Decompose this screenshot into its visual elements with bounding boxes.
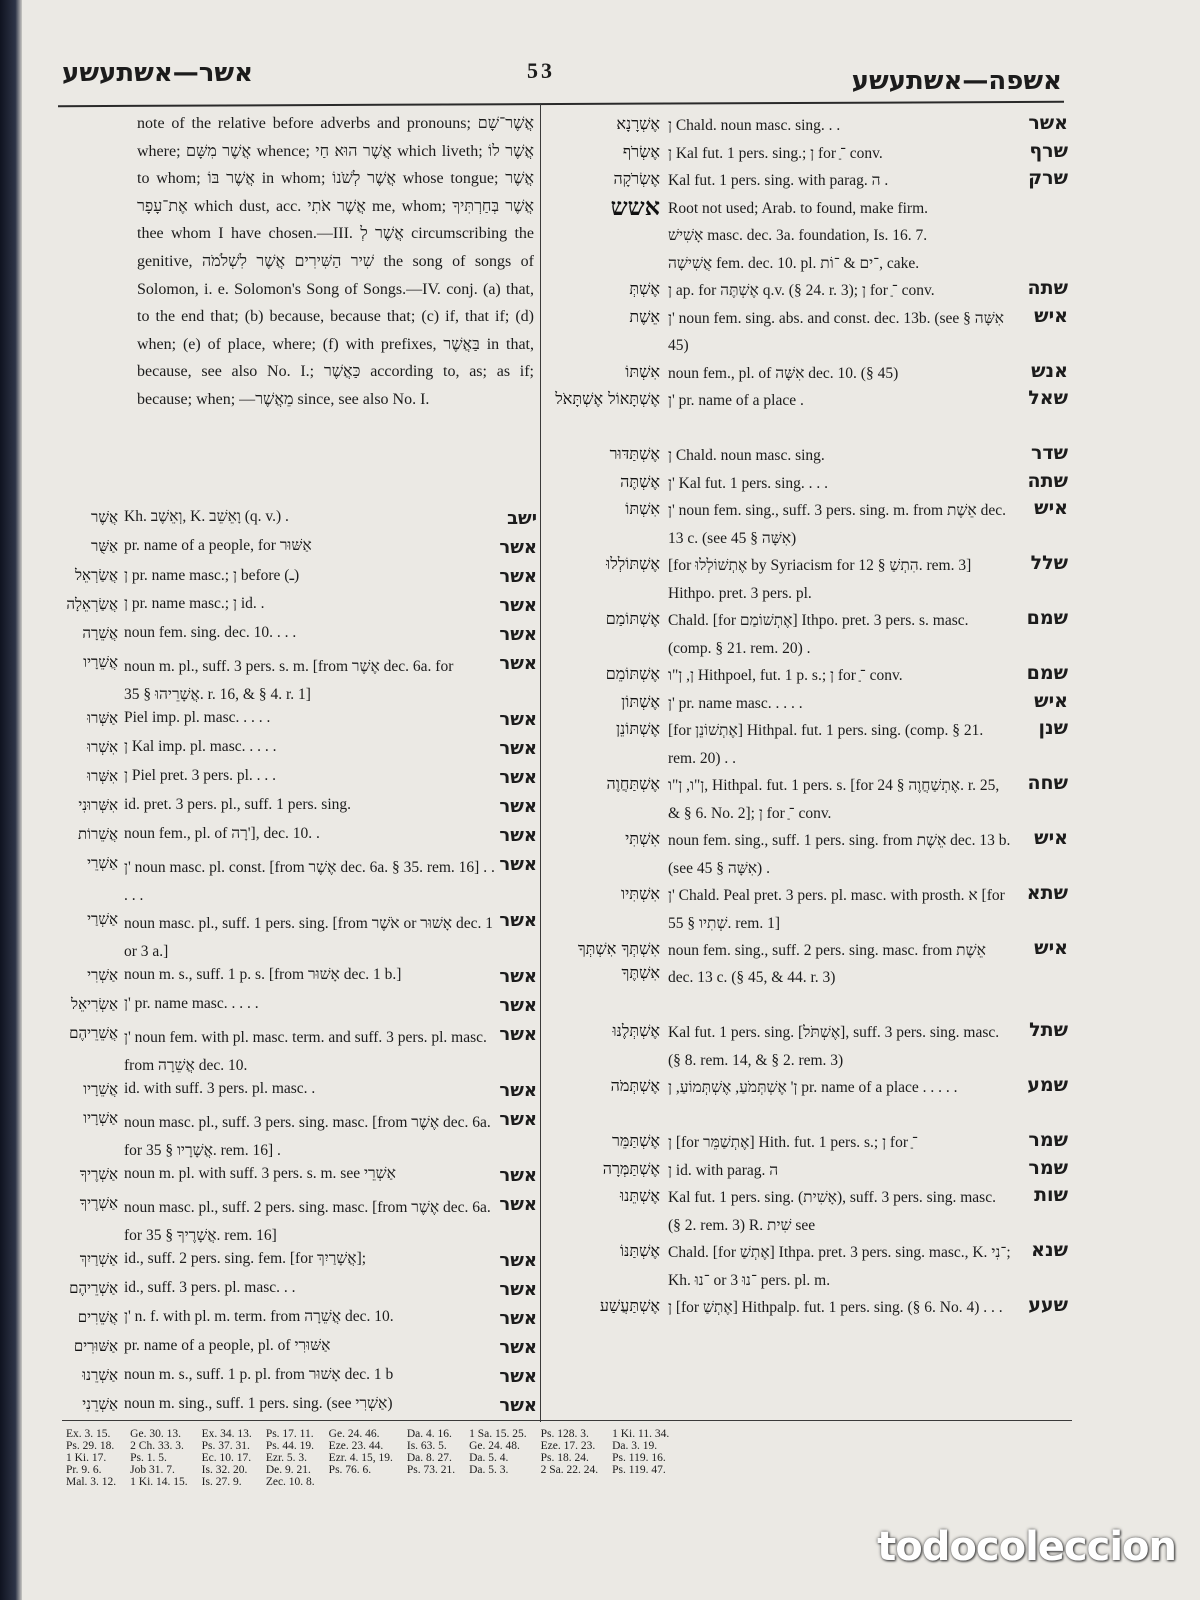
entry-headword: אֲשֵׁרֵיהֶם: [69, 1024, 118, 1042]
page-number: 53: [527, 58, 555, 83]
footnote-reference: 1 Ki. 11. 34.: [612, 1428, 670, 1440]
entry-root: שרף: [1029, 139, 1068, 162]
footnote-column: [130, 1428, 202, 1508]
footnote-column: [66, 1428, 130, 1508]
dictionary-entry: [550, 690, 1068, 718]
footnote-reference: Da. 5. 3.: [469, 1464, 509, 1476]
footnote-reference: Ge. 30. 13.: [130, 1428, 181, 1440]
entry-root: שתל: [1029, 1019, 1068, 1041]
dictionary-entry: [550, 305, 1068, 360]
entry-root: שות: [1034, 1184, 1068, 1206]
footnote-reference: Pr. 9. 6.: [66, 1464, 102, 1476]
footnote-reference: Is. 63. 5.: [406, 1440, 447, 1452]
dictionary-entry: [62, 1080, 537, 1109]
entry-headword: אַשְׁרֵיהֶם: [69, 1279, 118, 1297]
dictionary-entry: [62, 738, 537, 767]
entry-headword: אֶשְׂרֹקָה: [613, 169, 660, 188]
entry-root: אשר: [499, 995, 537, 1016]
dictionary-entry: [550, 662, 1068, 690]
footnote-column: [469, 1428, 541, 1508]
entry-headword: אַשְׁרַי: [87, 910, 118, 928]
entry-headword: אַשּׁוּרִים: [73, 1337, 118, 1355]
entry-headword: אִשְׁתּוֹ: [625, 361, 660, 381]
footnote-column: [407, 1428, 469, 1508]
entry-root: אשר: [499, 1109, 537, 1130]
entry-definition: ן' n. f. with pl. m. term. from אֲשֵׁרָה dec. 10.: [124, 1308, 394, 1325]
entry-definition: Kal fut. 1 pers. sing. (אָשִׁית), suff. 3 pers. sing. masc. (§ 2. rem. 3) R. שִׁית see: [668, 1189, 996, 1234]
entry-definition: ן' pr. name masc. . . . .: [124, 995, 259, 1012]
dictionary-entry: [550, 360, 1068, 388]
dictionary-entry: [62, 910, 537, 966]
entry-definition: noun masc. pl., suff. 3 pers. sing. masc. [from אֶשֶׁר dec. 6a. for אֲשָׁרָיו § 35. rem. 16] .: [124, 1114, 491, 1159]
entry-headword: אַשְּׁרוּ: [87, 709, 118, 727]
footnote-reference: Ps. 37. 31.: [201, 1440, 250, 1452]
entry-headword: אַשְׁרַיִךְ: [79, 1250, 118, 1268]
entry-definition: noun fem. sing., suff. 1 pers. sing. from אֵשֶׁת dec. 13 b. (see אִשָּׁה § 45) .: [668, 832, 1011, 877]
entry-definition: ן' Kal fut. 1 pers. sing. . . .: [668, 474, 829, 492]
footnote-reference: Job 31. 7.: [130, 1464, 175, 1476]
dictionary-entry: [550, 140, 1068, 168]
footnote-column: [541, 1428, 613, 1508]
dictionary-entry: [550, 552, 1068, 607]
entry-root: איש: [1034, 827, 1068, 849]
entry-definition: id., suff. 3 pers. pl. masc. . .: [124, 1279, 296, 1296]
right-column-entries: [550, 112, 1068, 1349]
entry-definition: ן Kal fut. 1 pers. sing.; ן for ־ַ conv.: [668, 144, 883, 162]
entry-root: שתה: [1027, 469, 1068, 492]
footnote-reference: Is. 32. 20.: [201, 1464, 248, 1476]
entry-headword: אַשְׁרֵי: [87, 854, 118, 872]
entry-root: אשר: [499, 1366, 537, 1387]
entry-headword: אֶשְׁתַּנּוֹ: [620, 1241, 660, 1260]
entry-definition: ן pr. name masc.; ן before (ـ): [124, 567, 300, 584]
footnote-reference: Ps. 18. 24.: [540, 1452, 589, 1464]
dictionary-entry: [550, 112, 1068, 140]
entry-headword: אַשְׂרִיאֵל: [71, 995, 118, 1013]
dictionary-entry: [550, 497, 1068, 552]
footnote-rule: [62, 1420, 1072, 1421]
entry-headword: אַשְׁרֶיךָ: [79, 1165, 118, 1183]
footnote-reference: Ge. 24. 46.: [328, 1428, 380, 1440]
entry-definition: noun m. pl., suff. 3 pers. s. m. [from אֶשֶׁר dec. 6a. for אֲשָׁרֵיהוּ § 35. r. 16, & § 4. r. 1]: [124, 658, 454, 703]
entry-headword: אֶשְׁתּוֹן: [621, 691, 660, 711]
footnote-reference: 2 Sa. 22. 24.: [540, 1464, 599, 1476]
dictionary-entry: [62, 537, 537, 566]
footnote-reference: Ezr. 5. 3.: [265, 1452, 308, 1464]
entry-headword: אֶשְׁתַּדּוּר: [609, 444, 660, 463]
footnote-reference: 1 Sa. 15. 25.: [469, 1428, 527, 1440]
entry-root: שתה: [1027, 277, 1068, 299]
entry-headword: אֶשְׂרֹף: [622, 141, 660, 161]
entry-headword: אשש: [610, 191, 660, 221]
entry-definition: ן' אֶשְׁתְּמֹעַ, אֶשְׁתְּמוֹעַ, ן pr. name of a place . . . . .: [668, 1079, 958, 1096]
entry-root: אשר: [499, 966, 537, 987]
dictionary-entry: [62, 1165, 537, 1194]
entry-definition: noun fem. sing., suff. 2 pers. sing. masc. from אֵשֶׁת dec. 13 c. (§ 45, & 44. r. 3): [668, 942, 986, 986]
entry-headword: אֲשֶׁר: [91, 508, 118, 526]
entry-definition: pr. name of a people, pl. of אַשּׁוּרִי: [124, 1337, 331, 1354]
footnote-reference: Ezr. 4. 15, 19.: [328, 1452, 393, 1464]
dictionary-entry: [62, 995, 537, 1024]
entry-root: שמם: [1026, 607, 1068, 629]
adjacent-page-edge: [0, 1100, 22, 1420]
footnote-reference: Da. 8. 27.: [406, 1452, 452, 1464]
left-page-edge: [0, 0, 22, 1600]
entry-root: אשר: [499, 1194, 537, 1215]
footnote-reference: 1 Ki. 17.: [66, 1452, 107, 1464]
footnote-reference: Da. 3. 19.: [612, 1440, 658, 1452]
entry-definition: Kal fut. 1 pers. sing. with parag. ה .: [668, 172, 889, 189]
entry-root: אשר: [499, 910, 537, 931]
entry-definition: noun fem., pl. of אִשָּׁה dec. 10. (§ 45): [668, 364, 899, 382]
entry-definition: ן Chald. noun masc. sing.: [668, 447, 825, 464]
left-column-entries: [62, 508, 537, 1424]
entry-headword: אֲשַׂרְאֵל: [74, 566, 118, 584]
entry-root: שתא: [1026, 882, 1068, 904]
dictionary-entry: [550, 250, 1068, 278]
footnote-reference: Ps. 76. 6.: [328, 1464, 372, 1476]
entry-definition: ן' pr. name masc. . . . .: [668, 694, 803, 712]
footnote-column: [612, 1428, 683, 1508]
footnote-reference: Is. 27. 9.: [201, 1476, 242, 1488]
entry-root: אשר: [499, 825, 537, 846]
entry-definition: Kal fut. 1 pers. sing. [אֶשְׁתֹּל], suff. 3 pers. sing. masc. (§ 8. rem. 14, & § 2. rem. 3): [668, 1024, 1000, 1069]
footnote-column: [266, 1428, 329, 1508]
entry-definition: Root not used; Arab. to found, make firm.: [668, 199, 929, 217]
entry-root: שמם: [1026, 662, 1068, 684]
entry-root: אשר: [499, 566, 537, 587]
footnote-reference: Ex. 34. 13.: [201, 1428, 252, 1440]
entry-headword: אֶשְׁתֶּה: [620, 471, 660, 491]
intro-paragraph: note of the relative before adverbs and pronouns; אֲשֶׁר־שָׁם where; אֲשֶׁר מִשָּׁם whence; אֲשֶׁר הוּא חַי which liveth; אֲשֶׁר לוֹ to whom; אֲשֶׁר בּוֹ in whom; אֲשֶׁר לְשֹׁנוֹ whose tongue; אֲשֶׁר אֶת־עָפָר which dust, acc. אֲשֶׁר אֹתִי me, whom; אֲשֶׁר בְּחַרְתִּיךָ thee whom I have chosen.—III. אֲשֶׁר לְ circumscribing the genitive, שִׁיר הַשִּׁירִים אֲשֶׁר לִשְׁלֹמֹה the song of songs of Solomon, i. e. Solomon's Song of Songs.—IV. conj. (a) that, to the end that; (b) because, because that; (c) if, that if; (d) when; (e) of place, where; (f) with prefixes, בַּאֲשֶׁר in that, because, see also No. I.; כַּאֲשֶׁר according to, as; as if; because; when; —מֵאֲשֶׁר since, see also No. I.: [137, 115, 535, 408]
dictionary-entry: [62, 854, 537, 910]
entry-root: אשר: [499, 1024, 537, 1045]
entry-headword: אַשְׁרָיו: [83, 1109, 118, 1127]
footnote-reference: Ps. 119. 47.: [612, 1464, 666, 1476]
footnote-column: [329, 1428, 407, 1508]
dictionary-entry: [550, 882, 1068, 937]
entry-headword: אֶשְׁתְּמֹה: [610, 1076, 660, 1095]
dictionary-entry: [62, 1366, 537, 1395]
entry-root: אשר: [499, 854, 537, 875]
dictionary-entry: [62, 1337, 537, 1366]
entry-definition: ן ap. for אֶשְׁתֶּה q.v. (§ 24. r. 3); ן for ־ַ conv.: [668, 282, 935, 299]
entry-definition: Piel imp. pl. masc. . . . .: [124, 709, 271, 726]
footnote-reference: Zec. 10. 8.: [265, 1476, 315, 1488]
dictionary-entry: [550, 1239, 1068, 1294]
entry-definition: ן [for אֶתְשַׁמֵּר] Hith. fut. 1 pers. s.; ן for ־ַ: [668, 1134, 918, 1151]
dictionary-entry: [62, 508, 537, 537]
entry-headword: אַשְׁרֵנִי: [82, 1395, 118, 1413]
dictionary-entry: [550, 607, 1068, 662]
entry-root: אשר: [499, 1337, 537, 1358]
entry-headword: אֶשְׁתּוֹנֵן: [615, 719, 660, 738]
entry-definition: ן id. with parag. ה: [668, 1161, 779, 1179]
entry-definition: ן"ו, ן"ו, Hithpal. fut. 1 pers. s. [for אֶתְשַׁחֲוֶה § 24. r. 25, & § 6. No. 2]; ן for ־ַ conv.: [668, 777, 1000, 822]
entry-definition: id. pret. 3 pers. pl., suff. 1 pers. sing.: [124, 796, 352, 813]
entry-definition: noun fem., pl. of רָה'], dec. 10. .: [124, 825, 320, 842]
entry-headword: אֶשְׁתַּמְּרָה: [602, 1158, 660, 1178]
footnote-reference: Ps. 119. 16.: [612, 1452, 666, 1464]
dictionary-entry: [62, 709, 537, 738]
entry-headword: אֶשְׁתַּמֵּר: [611, 1131, 660, 1150]
entry-root: שנן: [1038, 717, 1068, 739]
dictionary-entry: [62, 1194, 537, 1250]
entry-root: אשר: [1028, 112, 1068, 134]
entry-root: אשר: [499, 1250, 537, 1271]
entry-definition: ן Kal imp. pl. masc. . . . .: [124, 738, 277, 755]
footnote-reference: Ps. 1. 5.: [130, 1452, 167, 1464]
header-rule: [58, 101, 1064, 107]
entry-headword: אֲשֵׁרִים: [77, 1308, 118, 1326]
entry-root: שמר: [1028, 1129, 1068, 1151]
dictionary-page: [22, 0, 1200, 1600]
footnote-reference: Ps. 44. 19.: [265, 1440, 315, 1452]
entry-root: אשר: [499, 738, 537, 759]
entry-headword: אֶשְׁתַּעֲשַׁע: [599, 1296, 660, 1315]
entry-headword: אֶשְׁתְּלֶנּוּ: [612, 1021, 660, 1040]
entry-root: אשר: [499, 1395, 537, 1416]
dictionary-entry: [550, 717, 1068, 772]
entry-root: איש: [1034, 497, 1068, 519]
entry-definition: ן pr. name masc.; ן id. .: [124, 595, 265, 612]
footnote-reference: Ge. 24. 48.: [469, 1440, 520, 1452]
dictionary-entry: [550, 442, 1068, 470]
entry-root: אשר: [499, 537, 537, 558]
entry-root: אשר: [499, 595, 537, 616]
footnote-reference: Eze. 17. 23.: [540, 1440, 596, 1452]
entry-root: אשר: [499, 624, 537, 645]
entry-root: שמר: [1028, 1156, 1068, 1179]
footnote-reference: Ps. 128. 3.: [540, 1428, 589, 1440]
entry-root: אשר: [499, 796, 537, 817]
entry-definition: [for אֶתְשׁוֹנֵן] Hithpal. fut. 1 pers. sing. (comp. § 21. rem. 20) . .: [668, 722, 984, 767]
entry-headword: אֲשֵׁרָיו: [83, 1080, 118, 1098]
entry-root: אשר: [499, 709, 537, 730]
entry-root: שמע: [1027, 1074, 1068, 1096]
dictionary-entry: [550, 827, 1068, 882]
dictionary-entry: [62, 1024, 537, 1080]
dictionary-entry: [62, 1109, 537, 1165]
entry-root: שדר: [1030, 442, 1068, 464]
entry-definition: ן Chald. noun masc. sing. . .: [668, 117, 841, 134]
entry-definition: Chald. [for אֶתְשַׁ] Ithpa. pret. 3 pers. sing. masc., K. ־נִי; Kh. ־נוּ or ־נוּ 3 pers. pl. m.: [668, 1244, 1011, 1289]
entry-headword: אֲשֵׁרָיו: [83, 653, 118, 671]
footnote-column: [202, 1428, 266, 1508]
entry-definition: noun m. s., suff. 1 p. s. [from אָשׁוּר dec. 1 b.]: [124, 966, 402, 983]
entry-headword: אִשְׁתּוֹ: [625, 499, 660, 518]
entry-root: אשר: [499, 1080, 537, 1101]
left-column-intro: [137, 110, 534, 414]
dictionary-entry: [550, 1129, 1068, 1157]
dictionary-entry: [550, 1157, 1068, 1185]
entry-root: איש: [1034, 304, 1068, 327]
footnote-reference: Eze. 23. 44.: [328, 1440, 384, 1452]
dictionary-entry: [550, 1294, 1068, 1349]
entry-headword: אֲשַׂרְאֵלָה: [66, 595, 118, 613]
column-divider: [540, 104, 541, 1422]
footnote-reference: Ps. 17. 11.: [265, 1428, 314, 1440]
entry-headword: אִשְׁרוּ: [87, 738, 118, 756]
entry-root: שנא: [1031, 1239, 1068, 1261]
entry-headword: אַשֻּׁר: [91, 537, 118, 555]
entry-root: שחה: [1027, 772, 1068, 794]
dictionary-entry: [550, 387, 1068, 442]
dictionary-entry: [62, 1250, 537, 1279]
entry-definition: noun fem. sing. dec. 10. . . .: [124, 624, 297, 641]
footnote-reference: Ps. 29. 18.: [66, 1440, 115, 1452]
dictionary-entry: [550, 1074, 1068, 1129]
entry-definition: noun m. s., suff. 1 p. pl. from אָשׁוּר dec. 1 b: [124, 1366, 394, 1383]
dictionary-entry: [550, 1019, 1068, 1074]
dictionary-entry: [550, 277, 1068, 305]
dictionary-entry: [62, 1308, 537, 1337]
entry-definition: אֲשִׁישָׁה fem. dec. 10. pl. ־ים & ־וֹת, cake.: [668, 254, 920, 272]
entry-headword: אֶשְׁתֵּנוּ: [620, 1186, 660, 1205]
entry-headword: אַשְׁרֶיךָ: [79, 1194, 118, 1212]
entry-headword: אֶשְׁתּוֹמֵם: [605, 664, 660, 683]
entry-definition: noun masc. pl., suff. 2 pers. sing. masc. [from אֶשֶׁר dec. 6a. for אֲשָׁרֶיךָ § 35. rem. 16]: [124, 1199, 491, 1244]
watermark-logo: todocoleccion: [877, 1524, 1176, 1570]
footnote-reference: De. 9. 21.: [265, 1464, 311, 1476]
dictionary-entry: [62, 595, 537, 624]
entry-definition: ן, ן"ו Hithpoel, fut. 1 p. s.; ן for ־ַ conv.: [668, 667, 903, 684]
entry-headword: אִשְׁתִּי: [625, 829, 660, 848]
footnote-references: [66, 1428, 1076, 1508]
entry-definition: [for אֶתְשׁוֹלְלוּ by Syriacism for הִתְשַׁ § 12. rem. 3] Hithpo. pret. 3 pers. pl.: [668, 557, 972, 602]
entry-headword: אֵשֶׁת: [629, 306, 660, 326]
dictionary-entry: [62, 825, 537, 854]
entry-root: איש: [1034, 689, 1068, 712]
entry-definition: pr. name of a people, for אַשּׁוּר: [124, 537, 312, 554]
dictionary-entry: [62, 767, 537, 796]
footnote-reference: Da. 4. 16.: [406, 1428, 452, 1440]
footnote-reference: 2 Ch. 33. 3.: [130, 1440, 184, 1452]
entry-root: אשר: [499, 1165, 537, 1186]
entry-definition: ן' noun fem. sing. abs. and const. dec. 13b. (see אִשָּׁה § 45): [668, 309, 1004, 354]
entry-root: אשר: [499, 1279, 537, 1300]
entry-definition: ן' noun masc. pl. const. [from אֶשֶׁר dec. 6a. § 35. rem. 16] . . . . .: [124, 859, 495, 904]
entry-definition: אָשִׁישׁ masc. dec. 3a. foundation, Is. 16. 7.: [668, 227, 928, 244]
entry-root: ישב: [507, 508, 537, 529]
entry-headword: אֶשְׁתְּ: [629, 279, 660, 298]
entry-headword: אֶשְׁתּוֹלְלוּ: [606, 554, 660, 573]
entry-definition: Chald. [for אֶתְשׁוֹמַם] Ithpo. pret. 3 pers. s. masc. (comp. § 21. rem. 20) .: [668, 612, 969, 657]
dictionary-entry: [62, 624, 537, 653]
dictionary-entry: [62, 566, 537, 595]
entry-definition: id. with suff. 3 pers. pl. masc. .: [124, 1080, 316, 1097]
entry-definition: ן' noun fem. with pl. masc. term. and suff. 3 pers. pl. masc. from אֲשֵׁרָה dec. 10.: [124, 1029, 487, 1074]
entry-definition: ן' noun fem. sing., suff. 3 pers. sing. m. from אֵשֶׁת dec. 13 c. (see אִשָּׁה § 45): [668, 502, 1006, 547]
entry-definition: id., suff. 2 pers. sing. fem. [for אֲשָׁרַיִךְ];: [124, 1250, 367, 1267]
left-running-header: אשר—אשתעשע: [62, 58, 254, 88]
dictionary-entry: [550, 1184, 1068, 1239]
dictionary-entry: [550, 937, 1068, 1019]
entry-definition: ן' pr. name of a place .: [668, 392, 804, 409]
entry-root: שלל: [1030, 552, 1068, 574]
entry-headword: אֲשֵׁרָה: [82, 624, 118, 642]
entry-root: איש: [1034, 937, 1068, 959]
entry-headword: אֶשְׁתָּאוֹל אֶשְׁתָּאֹל: [555, 389, 660, 408]
entry-headword: אִשְׁתְּךָ אִשְׁתְּךָ אִשְׁתֶּךָ: [577, 939, 660, 982]
dictionary-entry: [62, 966, 537, 995]
entry-definition: Kh. וְאֵשֶׁב, K. וָאֵשֵׁב (q. v.) .: [124, 508, 289, 525]
dictionary-entry: [62, 653, 537, 709]
entry-root: שאל: [1028, 387, 1068, 409]
dictionary-entry: [62, 796, 537, 825]
footnote-reference: 1 Ki. 14. 15.: [130, 1476, 188, 1488]
entry-root: אשר: [499, 1308, 537, 1329]
footnote-reference: Da. 5. 4.: [469, 1452, 509, 1464]
entry-root: אשר: [499, 767, 537, 788]
entry-definition: ן Piel pret. 3 pers. pl. . . .: [124, 767, 277, 784]
entry-root: שרק: [1028, 167, 1068, 189]
dictionary-entry: [550, 167, 1068, 195]
entry-headword: אִשְּׁרוּנִי: [78, 796, 118, 814]
entry-definition: noun masc. pl., suff. 1 pers. sing. [from אֹשֶׁר or אָשׁוּר dec. 1 or 3 a.]: [124, 915, 493, 960]
entry-headword: אִשְׁתִּיו: [621, 884, 660, 903]
entry-root: אנש: [1031, 359, 1068, 382]
dictionary-entry: [550, 470, 1068, 498]
footnote-reference: Ec. 10. 17.: [201, 1452, 252, 1464]
footnote-reference: Mal. 3. 12.: [66, 1476, 117, 1488]
entry-definition: ן [for אֶתְשַׁ] Hithpalp. fut. 1 pers. sing. (§ 6. No. 4) . . .: [668, 1299, 1003, 1316]
dictionary-entry: [550, 222, 1068, 250]
right-running-header: אשפה—אשתעשע: [851, 66, 1062, 96]
footnote-reference: Ps. 73. 21.: [406, 1464, 456, 1476]
entry-headword: אֶשְׁרָנָא: [616, 114, 660, 133]
entry-headword: אֶשְׁתּוֹמַם: [605, 609, 660, 628]
entry-headword: אִשְּׁרוּ: [87, 767, 118, 785]
dictionary-entry: [550, 191, 1068, 223]
entry-definition: ן' Chald. Peal pret. 3 pers. pl. masc. with prosth. א [for שְׁתִיו § 55. rem. 1]: [668, 887, 1005, 932]
entry-headword: אַשְׁרִי: [87, 966, 118, 984]
dictionary-entry: [62, 1279, 537, 1308]
entry-root: אשר: [499, 653, 537, 674]
entry-definition: noun m. sing., suff. 1 pers. sing. (see אַשְׁרִי): [124, 1395, 393, 1412]
entry-headword: אַשְׁרֵנוּ: [82, 1366, 118, 1384]
entry-definition: noun m. pl. with suff. 3 pers. s. m. see אַשְׁרֵי: [124, 1165, 396, 1182]
entry-headword: אֶשְׁתַּחֲוֶה: [606, 774, 660, 793]
entry-root: שעע: [1028, 1294, 1068, 1316]
dictionary-entry: [550, 772, 1068, 827]
entry-headword: אֲשֵׁרוֹת: [78, 825, 118, 843]
footnote-reference: Ex. 3. 15.: [66, 1428, 111, 1440]
